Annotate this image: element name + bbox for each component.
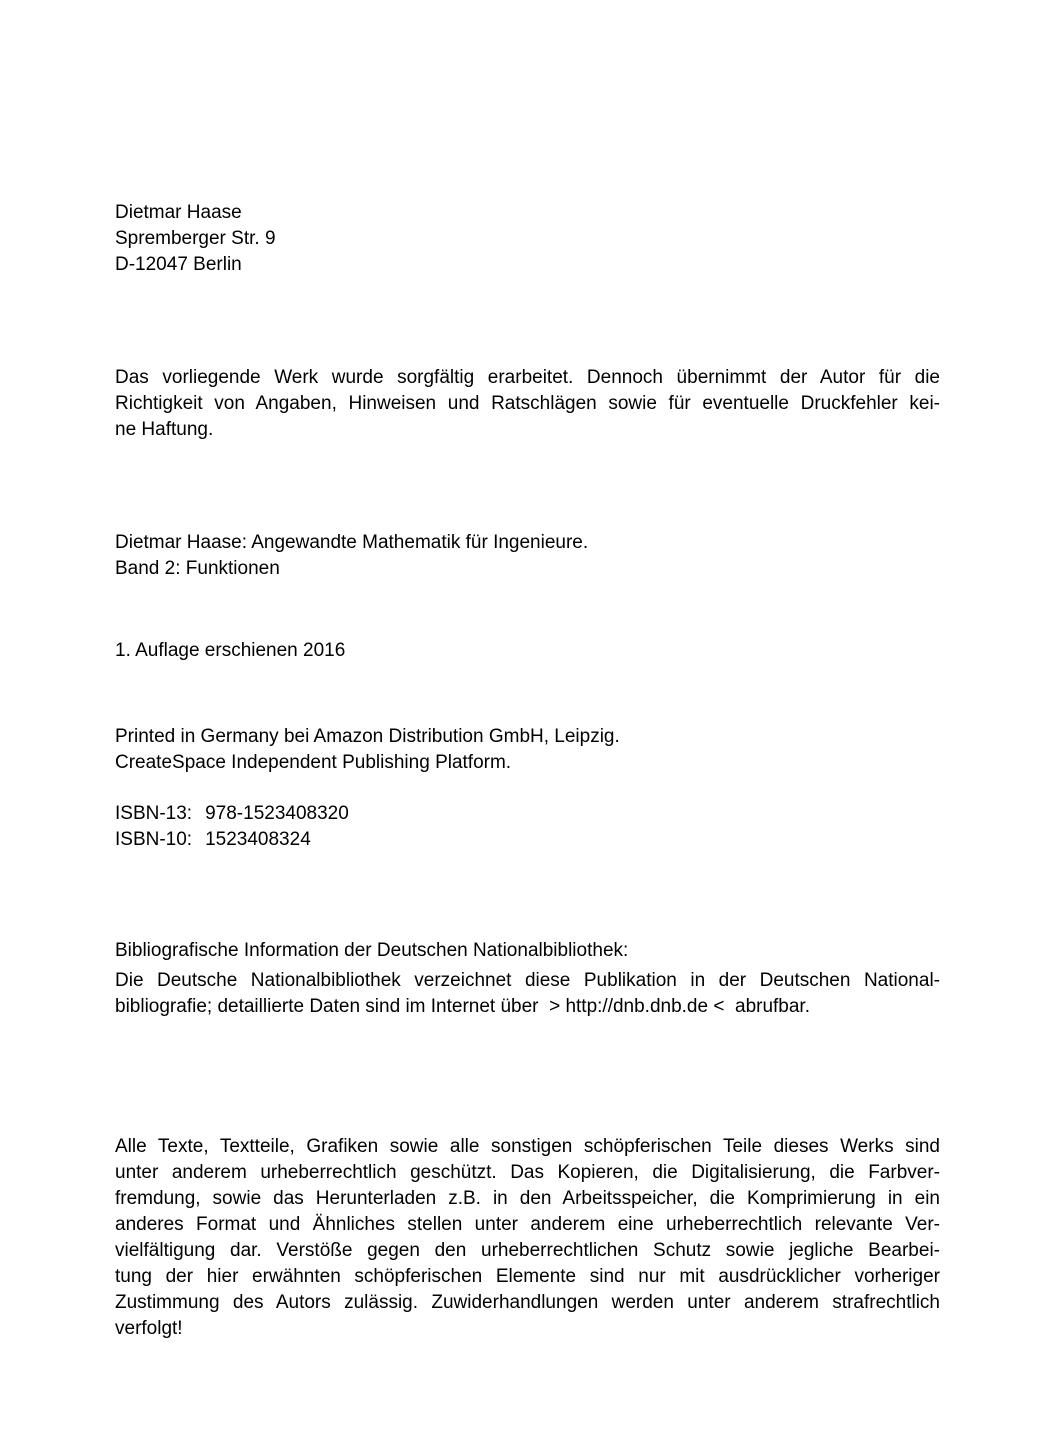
disclaimer-line: Richtigkeit von Angaben, Hinweisen und Ratschlägen sowie für eventuelle Druckfehler kei-: [115, 393, 940, 414]
author-city: D-12047 Berlin: [115, 254, 242, 275]
copyright-line: verfolgt!: [115, 1318, 183, 1339]
bibliography-line: Die Deutsche Nationalbibliothek verzeichnet diese Publikation in der Deutschen National-: [115, 970, 940, 991]
bibliography-heading: Bibliografische Information der Deutschen Nationalbibliothek:: [115, 940, 629, 961]
isbn10-line: [115, 827, 940, 853]
copyright-line: Alle Texte, Textteile, Grafiken sowie alle sonstigen schöpferischen Teile dieses Werks sind: [115, 1136, 940, 1157]
copyright-line: tung der hier erwähnten schöpferischen Elemente sind nur mit ausdrücklicher vorheriger: [115, 1266, 940, 1287]
book-title-block: [115, 530, 940, 582]
isbn13-label: ISBN-13:: [115, 803, 193, 824]
isbn10-value: 1523408324: [205, 829, 311, 850]
author-street: Spremberger Str. 9: [115, 228, 276, 249]
copyright-line: anderes Format und Ähnliches stellen unter anderem eine urheberrechtlich relevante Ver-: [115, 1214, 940, 1235]
disclaimer-line: ne Haftung.: [115, 419, 214, 440]
edition-block: [115, 638, 940, 664]
isbn13-value: 978-1523408320: [205, 803, 349, 824]
copyright-line: fremdung, sowie das Herunterladen z.B. in den Arbeitsspeicher, die Komprimierung in ein: [115, 1188, 940, 1209]
copyright-line: unter anderem urheberrechtlich geschützt. Das Kopieren, die Digitalisierung, die Farbver-: [115, 1162, 940, 1183]
copyright-line: Zustimmung des Autors zulässig. Zuwiderhandlungen werden unter anderem strafrechtlich: [115, 1292, 940, 1313]
isbn13-line: [115, 801, 940, 827]
bibliography-block: [115, 938, 940, 1020]
printing-block: [115, 724, 940, 776]
disclaimer-line: Das vorliegende Werk wurde sorgfältig erarbeitet. Dennoch übernimmt der Autor für die: [115, 367, 940, 388]
author-address-block: [115, 200, 940, 278]
bibliography-line: bibliografie; detaillierte Daten sind im Internet über > http://dnb.dnb.de < abrufbar.: [115, 996, 810, 1017]
isbn10-label: ISBN-10:: [115, 829, 193, 850]
isbn-block: [115, 801, 940, 853]
author-name: Dietmar Haase: [115, 202, 242, 223]
printing-line: Printed in Germany bei Amazon Distribution GmbH, Leipzig.: [115, 726, 620, 747]
book-title: Dietmar Haase: Angewandte Mathematik für Ingenieure.: [115, 532, 589, 553]
printing-line: CreateSpace Independent Publishing Platform.: [115, 752, 512, 773]
copyright-paragraph: [115, 1134, 940, 1342]
edition-line: 1. Auflage erschienen 2016: [115, 640, 346, 661]
copyright-line: vielfältigung dar. Verstöße gegen den urheberrechtlichen Schutz sowie jegliche Bearbei-: [115, 1240, 940, 1261]
book-volume: Band 2: Funktionen: [115, 558, 280, 579]
disclaimer-paragraph: [115, 365, 940, 443]
